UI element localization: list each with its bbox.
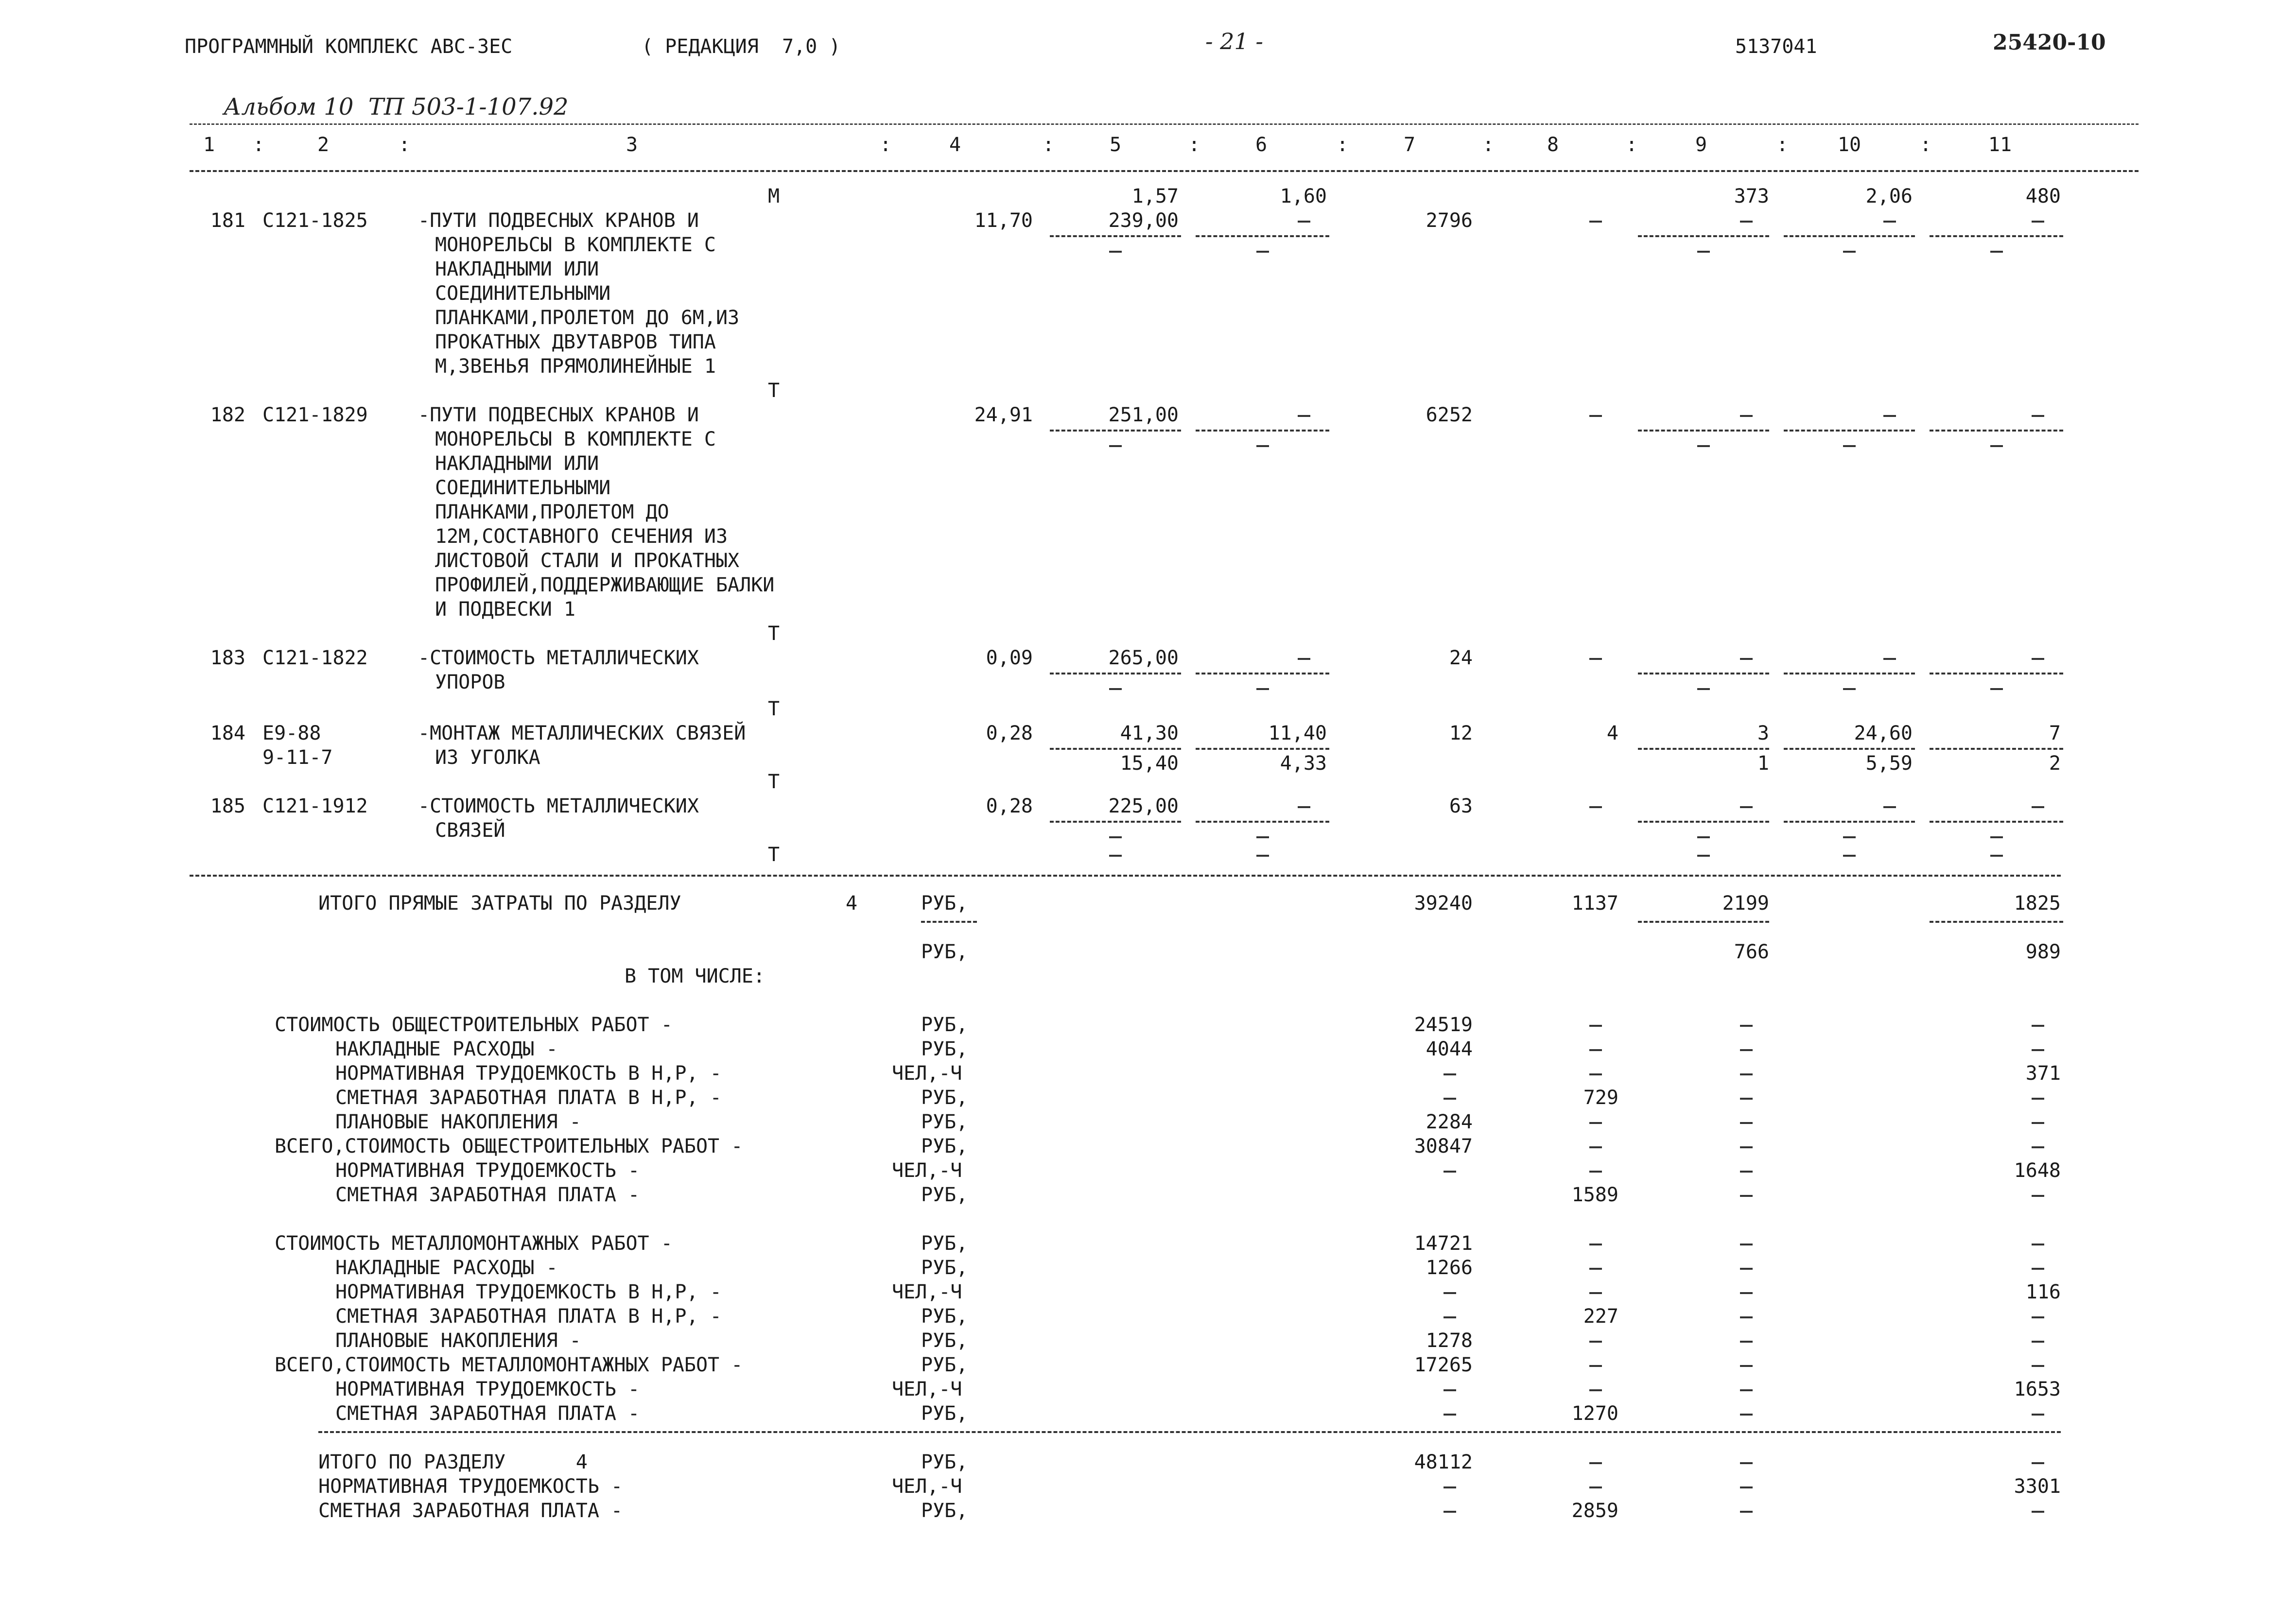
unit-marker: Т: [768, 844, 780, 866]
item-description-line: ПРОКАТНЫХ ДВУТАВРОВ ТИПА: [435, 331, 716, 353]
summary-unit: РУБ,: [921, 1257, 968, 1279]
total-direct-unit: РУБ,: [921, 892, 968, 915]
summary-c7: 2284: [1426, 1111, 1473, 1133]
sub-rule-c9: [1638, 235, 1769, 237]
summary-unit: РУБ,: [921, 1087, 968, 1109]
value-c4: 0,09: [986, 647, 1033, 669]
summary-c8: 1270: [1571, 1402, 1618, 1425]
item-code-2: 9-11-7: [262, 746, 333, 769]
unit-marker: Т: [768, 771, 780, 793]
summary-c11: 1653: [2014, 1378, 2061, 1400]
bottom-value-c11-dash: [1990, 445, 2003, 447]
summary-label: ВСЕГО,СТОИМОСТЬ МЕТАЛЛОМОНТАЖНЫХ РАБОТ -: [275, 1354, 743, 1376]
value-c5: 239,00: [1108, 209, 1179, 232]
summary-c8-dash: [1589, 1049, 1602, 1051]
summary-c8-dash: [1589, 1073, 1602, 1075]
summary-label: СМЕТНАЯ ЗАРАБОТНАЯ ПЛАТА В Н,Р, -: [335, 1305, 722, 1328]
total-direct-section: 4: [846, 892, 858, 915]
item-description-line: СОЕДИНИТЕЛЬНЫМИ: [435, 282, 611, 305]
summary-unit: РУБ,: [921, 1135, 968, 1158]
summary-c7-dash: [1444, 1389, 1456, 1391]
album-reference: Альбом 10 ТП 503-1-107.92: [224, 93, 569, 121]
section-total-c11-dash: [2032, 1511, 2044, 1513]
sub-rule-c10: [1784, 821, 1915, 823]
sub-rule-c10: [1784, 430, 1915, 432]
sub-rule-c5: [1050, 748, 1181, 750]
unit-marker: Т: [768, 698, 780, 720]
edition-label: ( РЕДАКЦИЯ 7,0 ): [642, 35, 841, 58]
column-separator: :: [1482, 134, 1495, 156]
summary-c9-dash: [1740, 1316, 1753, 1318]
column-header-7: 7: [1403, 134, 1416, 156]
trailing-c5-dash: [1109, 855, 1122, 857]
summary-c11-dash: [2032, 1244, 2044, 1245]
item-code: С121-1825: [262, 209, 368, 232]
bottom-value-c11-dash: [1990, 251, 2003, 253]
bottom-value-c9-dash: [1697, 445, 1710, 447]
summary-unit: РУБ,: [921, 1111, 968, 1133]
bottom-value-c6-dash: [1256, 688, 1269, 690]
summary-unit: ЧЕЛ,-Ч: [892, 1281, 962, 1303]
value-c5: 265,00: [1108, 647, 1179, 669]
summary-c11-dash: [2032, 1341, 2044, 1343]
summary-label: СМЕТНАЯ ЗАРАБОТНАЯ ПЛАТА В Н,Р, -: [335, 1087, 722, 1109]
summary-unit: РУБ,: [921, 1014, 968, 1036]
sub-rule-c5: [1050, 235, 1181, 237]
unit-marker: Т: [768, 380, 780, 402]
summary-c9-dash: [1740, 1365, 1753, 1367]
value-c7: 63: [1449, 795, 1473, 817]
section-total-unit: РУБ,: [921, 1500, 968, 1522]
summary-label: НОРМАТИВНАЯ ТРУДОЕМКОСТЬ -: [335, 1378, 640, 1400]
summary-c8-dash: [1589, 1171, 1602, 1173]
summary-c9-dash: [1740, 1098, 1753, 1100]
value-c10-dash: [1883, 658, 1896, 660]
summary-c7: 17265: [1414, 1354, 1473, 1376]
summary-label: СТОИМОСТЬ МЕТАЛЛОМОНТАЖНЫХ РАБОТ -: [275, 1232, 673, 1255]
column-separator: :: [1337, 134, 1349, 156]
bottom-value-c5: 15,40: [1120, 752, 1179, 775]
bottom-value-c11: 2: [2049, 752, 2061, 775]
item-description-line: ПЛАНКАМИ,ПРОЛЕТОМ ДО 6М,ИЗ: [435, 307, 740, 329]
item-description-line: -ПУТИ ПОДВЕСНЫХ КРАНОВ И: [418, 404, 699, 426]
value-c11-dash: [2032, 806, 2044, 808]
summary-unit: ЧЕЛ,-Ч: [892, 1378, 962, 1400]
summary-c8: 729: [1583, 1087, 1618, 1109]
bottom-value-c10: 5,59: [1865, 752, 1913, 775]
total-direct-c7: 39240: [1414, 892, 1473, 915]
item-description-line: СОЕДИНИТЕЛЬНЫМИ: [435, 477, 611, 499]
value-c9-dash: [1740, 221, 1753, 223]
summary-label: ПЛАНОВЫЕ НАКОПЛЕНИЯ -: [335, 1111, 581, 1133]
bottom-value-c11-dash: [1990, 836, 2003, 838]
summary-unit: ЧЕЛ,-Ч: [892, 1159, 962, 1182]
sub-rule-c5: [1050, 673, 1181, 674]
value-c4: 11,70: [974, 209, 1033, 232]
column-header-11: 11: [1988, 134, 2012, 156]
bottom-value-c9-dash: [1697, 836, 1710, 838]
header-rule: [190, 170, 2139, 172]
value-c5: 41,30: [1120, 722, 1179, 744]
item-description-line: -СТОИМОСТЬ МЕТАЛЛИЧЕСКИХ: [418, 647, 699, 669]
column-separator: :: [1626, 134, 1638, 156]
sub-rule-c9: [1638, 430, 1769, 432]
sub-rule-c6: [1196, 748, 1329, 750]
summary-c9-dash: [1740, 1171, 1753, 1173]
summary-label: НОРМАТИВНАЯ ТРУДОЕМКОСТЬ -: [335, 1159, 640, 1182]
summary-unit: РУБ,: [921, 1402, 968, 1425]
unit-marker: Т: [768, 622, 780, 645]
column-separator: :: [1043, 134, 1055, 156]
top-value-c11: 480: [2025, 185, 2061, 207]
section-total-c11-dash: [2032, 1462, 2044, 1464]
value-c8: 4: [1606, 722, 1618, 744]
bottom-value-c9-dash: [1697, 251, 1710, 253]
summary-label: ПЛАНОВЫЕ НАКОПЛЕНИЯ -: [335, 1330, 581, 1352]
value-c7: 2796: [1426, 209, 1473, 232]
item-description-line: -СТОИМОСТЬ МЕТАЛЛИЧЕСКИХ: [418, 795, 699, 817]
summary-c11-dash: [2032, 1049, 2044, 1051]
summary-c8-dash: [1589, 1122, 1602, 1124]
column-header-5: 5: [1109, 134, 1122, 156]
sub-rule-c9: [1638, 673, 1769, 674]
summary-c8: 227: [1583, 1305, 1618, 1328]
column-header-6: 6: [1255, 134, 1268, 156]
summary-c8-dash: [1589, 1244, 1602, 1245]
section-total-c7-dash: [1444, 1486, 1456, 1488]
summary-label: НОРМАТИВНАЯ ТРУДОЕМКОСТЬ В Н,Р, -: [335, 1062, 722, 1085]
summary-c7: 1278: [1426, 1330, 1473, 1352]
summary-c8-dash: [1589, 1268, 1602, 1270]
column-header-8: 8: [1547, 134, 1559, 156]
summary-c11: 371: [2025, 1062, 2061, 1085]
section-total-c9-dash: [1740, 1511, 1753, 1513]
sub-rule-c11: [1930, 821, 2063, 823]
summary-c11: 1648: [2014, 1159, 2061, 1182]
item-description-line: ПРОФИЛЕЙ,ПОДДЕРЖИВАЮЩИЕ БАЛКИ: [435, 574, 775, 596]
summary-unit: РУБ,: [921, 1232, 968, 1255]
summary-c9-dash: [1740, 1146, 1753, 1148]
column-header-10: 10: [1837, 134, 1861, 156]
top-value-c9: 373: [1734, 185, 1769, 207]
item-number: 181: [210, 209, 245, 232]
item-description-line: 12М,СОСТАВНОГО СЕЧЕНИЯ ИЗ: [435, 525, 728, 548]
section-total-unit: ЧЕЛ,-Ч: [892, 1475, 962, 1498]
item-description-line: НАКЛАДНЫМИ ИЛИ: [435, 258, 599, 280]
sub-rule-c6: [1196, 430, 1329, 432]
bottom-value-c10-dash: [1843, 836, 1856, 838]
column-header-4: 4: [949, 134, 961, 156]
unit-marker: М: [768, 185, 780, 207]
summary-c9-dash: [1740, 1389, 1753, 1391]
section-total-label: СМЕТНАЯ ЗАРАБОТНАЯ ПЛАТА -: [318, 1500, 623, 1522]
summary-unit: РУБ,: [921, 1330, 968, 1352]
summary-c7: 4044: [1426, 1038, 1473, 1060]
value-c9-dash: [1740, 658, 1753, 660]
summary-unit: РУБ,: [921, 1038, 968, 1060]
unit-rule: [921, 921, 977, 923]
summary-c8-dash: [1589, 1365, 1602, 1367]
document-code: 5137041: [1735, 35, 1817, 58]
total-direct-c11: 1825: [2014, 892, 2061, 915]
section-total-c9-dash: [1740, 1462, 1753, 1464]
bottom-value-c5-dash: [1109, 251, 1122, 253]
item-code: С121-1822: [262, 647, 368, 669]
bottom-value-c5-dash: [1109, 688, 1122, 690]
section-total-c7: 48112: [1414, 1451, 1473, 1473]
bottom-value-c11-dash: [1990, 688, 2003, 690]
value-c10: 24,60: [1854, 722, 1913, 744]
total-direct-unit-2: РУБ,: [921, 941, 968, 963]
sheet-number: 25420-10: [1993, 30, 2106, 55]
sub-rule-c11: [1930, 430, 2063, 432]
column-separator: :: [1188, 134, 1200, 156]
value-c6: 11,40: [1268, 722, 1327, 744]
section-total-label: ИТОГО ПО РАЗДЕЛУ 4: [318, 1451, 588, 1473]
item-description-line: СВЯЗЕЙ: [435, 819, 505, 842]
sub-rule-c10: [1784, 235, 1915, 237]
bottom-value-c10-dash: [1843, 445, 1856, 447]
summary-unit: РУБ,: [921, 1184, 968, 1206]
value-c10-dash: [1883, 806, 1896, 808]
trailing-c6-dash: [1256, 855, 1269, 857]
sub-rule-c11: [1930, 748, 2063, 750]
summary-c11-dash: [2032, 1122, 2044, 1124]
summary-c7: 30847: [1414, 1135, 1473, 1158]
value-c5: 225,00: [1108, 795, 1179, 817]
summary-c9-dash: [1740, 1195, 1753, 1197]
total-direct-c11b: 989: [2025, 941, 2061, 963]
value-c4: 0,28: [986, 795, 1033, 817]
section-total-c8: 2859: [1571, 1500, 1618, 1522]
value-c7: 12: [1449, 722, 1473, 744]
summary-c8-dash: [1589, 1025, 1602, 1027]
section-total-label: НОРМАТИВНАЯ ТРУДОЕМКОСТЬ -: [318, 1475, 623, 1498]
value-c7: 24: [1449, 647, 1473, 669]
summary-label: СТОИМОСТЬ ОБЩЕСТРОИТЕЛЬНЫХ РАБОТ -: [275, 1014, 673, 1036]
column-header-9: 9: [1695, 134, 1707, 156]
summary-c9-dash: [1740, 1268, 1753, 1270]
column-separator: :: [1776, 134, 1789, 156]
summary-c7: 14721: [1414, 1232, 1473, 1255]
bottom-value-c10-dash: [1843, 688, 1856, 690]
item-description-line: И ПОДВЕСКИ 1: [435, 598, 575, 621]
summary-label: НАКЛАДНЫЕ РАСХОДЫ -: [335, 1038, 558, 1060]
value-c9: 3: [1757, 722, 1769, 744]
summary-c8: 1589: [1571, 1184, 1618, 1206]
summary-c8-dash: [1589, 1292, 1602, 1294]
item-description-line: НАКЛАДНЫМИ ИЛИ: [435, 452, 599, 475]
sub-rule-c9: [1638, 748, 1769, 750]
column-separator: :: [253, 134, 265, 156]
item-description-line: ИЗ УГОЛКА: [435, 746, 540, 769]
item-description-line: МОНОРЕЛЬСЫ В КОМПЛЕКТЕ С: [435, 428, 716, 450]
summary-unit: ЧЕЛ,-Ч: [892, 1062, 962, 1085]
item-description-line: МОНОРЕЛЬСЫ В КОМПЛЕКТЕ С: [435, 234, 716, 256]
summary-c11: 116: [2025, 1281, 2061, 1303]
summary-c9-dash: [1740, 1049, 1753, 1051]
summary-c7-dash: [1444, 1171, 1456, 1173]
sub-rule-c5: [1050, 430, 1181, 432]
item-description-line: -ПУТИ ПОДВЕСНЫХ КРАНОВ И: [418, 209, 699, 232]
bottom-value-c6-dash: [1256, 445, 1269, 447]
bottom-value-c6-dash: [1256, 251, 1269, 253]
program-title: ПРОГРАММНЫЙ КОМПЛЕКС АВС-3ЕС: [185, 35, 513, 58]
column-header-2: 2: [317, 134, 330, 156]
item-code: С121-1829: [262, 404, 368, 426]
value-c10-dash: [1883, 415, 1896, 417]
summary-label: СМЕТНАЯ ЗАРАБОТНАЯ ПЛАТА -: [335, 1184, 640, 1206]
item-description-line: ПЛАНКАМИ,ПРОЛЕТОМ ДО: [435, 501, 669, 523]
column-header-3: 3: [626, 134, 638, 156]
total-direct-c9: 2199: [1722, 892, 1769, 915]
value-c11-dash: [2032, 221, 2044, 223]
trailing-c11-dash: [1990, 855, 2003, 857]
page-number: - 21 -: [1205, 28, 1263, 54]
summary-c11-dash: [2032, 1414, 2044, 1416]
bottom-value-c6: 4,33: [1280, 752, 1327, 775]
summary-label: ВСЕГО,СТОИМОСТЬ ОБЩЕСТРОИТЕЛЬНЫХ РАБОТ -: [275, 1135, 743, 1158]
value-c8-dash: [1589, 415, 1602, 417]
summary-c9-dash: [1740, 1414, 1753, 1416]
summary-c11-dash: [2032, 1098, 2044, 1100]
column-header-1: 1: [203, 134, 215, 156]
column-separator: :: [880, 134, 892, 156]
section-total-c8-dash: [1589, 1486, 1602, 1488]
summary-label: НОРМАТИВНАЯ ТРУДОЕМКОСТЬ В Н,Р, -: [335, 1281, 722, 1303]
section-total-c11: 3301: [2014, 1475, 2061, 1498]
summary-c11-dash: [2032, 1268, 2044, 1270]
summary-c9-dash: [1740, 1073, 1753, 1075]
including-label: В ТОМ ЧИСЛЕ:: [625, 965, 765, 987]
summary-c9-dash: [1740, 1244, 1753, 1245]
value-c10-dash: [1883, 221, 1896, 223]
value-c11-dash: [2032, 658, 2044, 660]
summary-c11-dash: [2032, 1365, 2044, 1367]
section-total-unit: РУБ,: [921, 1451, 968, 1473]
bottom-value-c9-dash: [1697, 688, 1710, 690]
bottom-value-c6-dash: [1256, 836, 1269, 838]
summary-c7-dash: [1444, 1073, 1456, 1075]
item-description-line: ЛИСТОВОЙ СТАЛИ И ПРОКАТНЫХ: [435, 550, 740, 572]
sub-rule-c9: [1638, 921, 1769, 923]
item-number: 184: [210, 722, 245, 744]
trailing-c9-dash: [1697, 855, 1710, 857]
summary-c11-dash: [2032, 1195, 2044, 1197]
summary-unit: РУБ,: [921, 1354, 968, 1376]
summary-c11-dash: [2032, 1025, 2044, 1027]
value-c4: 0,28: [986, 722, 1033, 744]
item-description-line: М,ЗВЕНЬЯ ПРЯМОЛИНЕЙНЫЕ 1: [435, 355, 716, 378]
item-number: 182: [210, 404, 245, 426]
value-c11-dash: [2032, 415, 2044, 417]
total-direct-c9b: 766: [1734, 941, 1769, 963]
sub-rule-c11: [1930, 673, 2063, 674]
summary-c8-dash: [1589, 1146, 1602, 1148]
sub-rule-c10: [1784, 748, 1915, 750]
top-value-c5: 1,57: [1131, 185, 1179, 207]
value-c5: 251,00: [1108, 404, 1179, 426]
value-c4: 24,91: [974, 404, 1033, 426]
summary-c9-dash: [1740, 1341, 1753, 1343]
item-number: 183: [210, 647, 245, 669]
summary-c9-dash: [1740, 1292, 1753, 1294]
summary-end-rule: [318, 1431, 2061, 1433]
summary-c8-dash: [1589, 1341, 1602, 1343]
bottom-value-c10-dash: [1843, 251, 1856, 253]
value-c8-dash: [1589, 221, 1602, 223]
section-total-c8-dash: [1589, 1462, 1602, 1464]
value-c7: 6252: [1426, 404, 1473, 426]
sub-rule-c11: [1930, 921, 2063, 923]
summary-c9-dash: [1740, 1025, 1753, 1027]
summary-label: НАКЛАДНЫЕ РАСХОДЫ -: [335, 1257, 558, 1279]
item-number: 185: [210, 795, 245, 817]
summary-c9-dash: [1740, 1122, 1753, 1124]
total-direct-label: ИТОГО ПРЯМЫЕ ЗАТРАТЫ ПО РАЗДЕЛУ: [318, 892, 681, 915]
sub-rule-c9: [1638, 821, 1769, 823]
summary-unit: РУБ,: [921, 1305, 968, 1328]
top-value-c6: 1,60: [1280, 185, 1327, 207]
summary-c7: 24519: [1414, 1014, 1473, 1036]
value-c8-dash: [1589, 806, 1602, 808]
bottom-value-c5-dash: [1109, 445, 1122, 447]
item-description-line: УПОРОВ: [435, 671, 505, 693]
item-code: Е9-88: [262, 722, 321, 744]
top-rule: [190, 123, 2139, 125]
total-direct-c8: 1137: [1571, 892, 1618, 915]
items-end-rule: [190, 875, 2061, 877]
column-separator: :: [399, 134, 411, 156]
value-c9-dash: [1740, 806, 1753, 808]
summary-c11-dash: [2032, 1146, 2044, 1148]
sub-rule-c5: [1050, 821, 1181, 823]
bottom-value-c9: 1: [1757, 752, 1769, 775]
value-c11: 7: [2049, 722, 2061, 744]
bottom-value-c5-dash: [1109, 836, 1122, 838]
value-c8-dash: [1589, 658, 1602, 660]
summary-c11-dash: [2032, 1316, 2044, 1318]
item-description-line: -МОНТАЖ МЕТАЛЛИЧЕСКИХ СВЯЗЕЙ: [418, 722, 746, 744]
summary-label: СМЕТНАЯ ЗАРАБОТНАЯ ПЛАТА -: [335, 1402, 640, 1425]
section-total-c9-dash: [1740, 1486, 1753, 1488]
item-code: С121-1912: [262, 795, 368, 817]
trailing-c10-dash: [1843, 855, 1856, 857]
summary-c7: 1266: [1426, 1257, 1473, 1279]
sub-rule-c6: [1196, 673, 1329, 674]
summary-c7-dash: [1444, 1292, 1456, 1294]
value-c9-dash: [1740, 415, 1753, 417]
sub-rule-c11: [1930, 235, 2063, 237]
sub-rule-c6: [1196, 821, 1329, 823]
column-separator: :: [1920, 134, 1932, 156]
summary-c8-dash: [1589, 1389, 1602, 1391]
sub-rule-c10: [1784, 673, 1915, 674]
sub-rule-c6: [1196, 235, 1329, 237]
top-value-c10: 2,06: [1865, 185, 1913, 207]
